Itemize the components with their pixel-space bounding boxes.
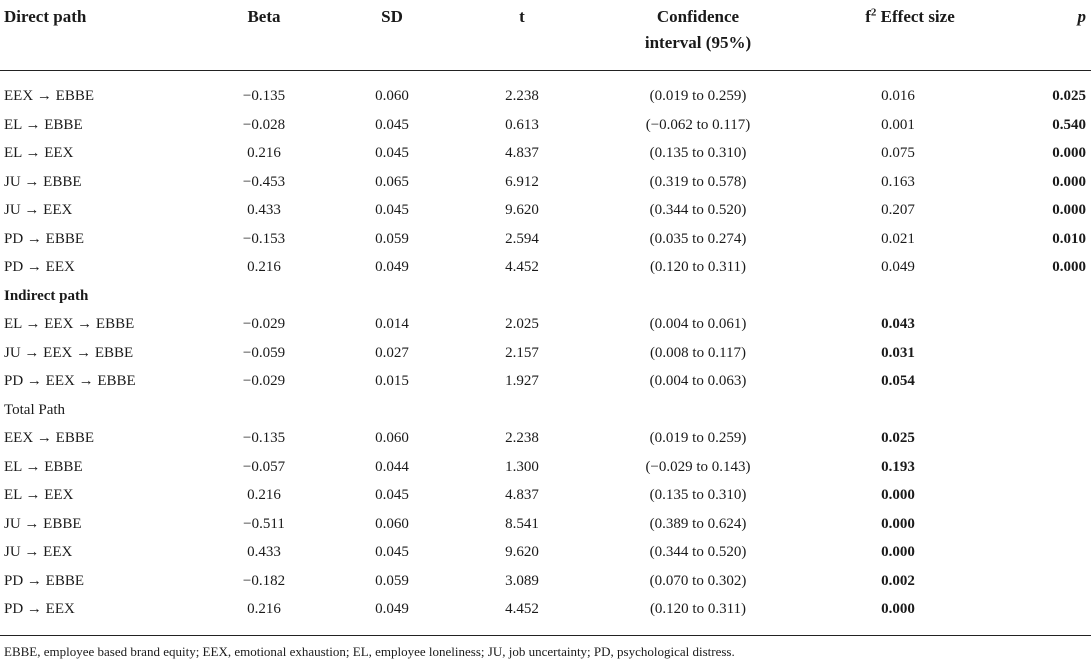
- cell-t: 4.837: [505, 145, 539, 161]
- cell-p: 0.000: [1052, 145, 1086, 161]
- cell-path: PD → EEX: [4, 601, 75, 617]
- cell-f2: 0.000: [881, 515, 915, 532]
- cell-sd: 0.049: [375, 601, 409, 617]
- cell-beta: 0.216: [247, 487, 281, 503]
- cell-f2: 0.000: [881, 487, 915, 503]
- section-header-row: [0, 396, 1091, 425]
- footnote: EBBE, employee based brand equity; EEX, emotional exhaustion; EL, employee loneliness; JU, job uncertainty; PD, psychological distress.: [4, 644, 735, 659]
- table-row: [0, 196, 1091, 225]
- cell-sd: 0.014: [375, 316, 409, 332]
- cell-f2: 0.025: [881, 430, 915, 446]
- table-row: [0, 481, 1091, 510]
- cell-sd: 0.059: [375, 230, 409, 247]
- cell-ci: (0.004 to 0.063): [649, 373, 747, 389]
- table-row: [0, 82, 1091, 111]
- cell-t: 9.620: [505, 544, 539, 560]
- cell-ci: (0.120 to 0.311): [649, 259, 747, 275]
- table-row: [0, 111, 1091, 140]
- cell-p: 0.010: [1052, 230, 1086, 247]
- cell-path: PD → EEX: [4, 259, 75, 275]
- cell-beta: −0.453: [242, 173, 286, 190]
- cell-sd: 0.059: [375, 572, 409, 589]
- section-label: Total Path: [4, 401, 66, 418]
- cell-f2: 0.193: [881, 458, 915, 475]
- cell-ci: (0.344 to 0.520): [649, 202, 747, 218]
- cell-path: JU → EEX: [4, 544, 73, 560]
- cell-sd: 0.045: [375, 202, 409, 218]
- cell-p: 0.000: [1052, 259, 1086, 275]
- table-header: [0, 0, 1091, 70]
- cell-path: EL → EEX: [4, 487, 74, 503]
- cell-ci: (0.135 to 0.310): [649, 487, 747, 503]
- table-row: [0, 139, 1091, 168]
- cell-t: 9.620: [505, 202, 539, 218]
- cell-t: 2.157: [505, 344, 539, 361]
- cell-f2: 0.207: [881, 202, 915, 218]
- cell-ci: (0.008 to 0.117): [649, 344, 747, 361]
- cell-f2: 0.054: [881, 373, 915, 389]
- cell-f2: 0.002: [881, 572, 915, 589]
- cell-f2: 0.043: [881, 316, 915, 332]
- cell-beta: −0.135: [242, 88, 286, 104]
- cell-beta: −0.028: [242, 116, 286, 133]
- cell-f2: 0.001: [881, 116, 915, 133]
- cell-path: EL → EEX: [4, 145, 74, 161]
- cell-path: JU → EBBE: [4, 173, 82, 190]
- table-row: [0, 510, 1091, 539]
- cell-path: EEX → EBBE: [4, 88, 94, 104]
- cell-path: JU → EBBE: [4, 515, 82, 532]
- header-ci-line1: Confidence: [656, 7, 740, 26]
- cell-ci: (0.319 to 0.578): [649, 173, 747, 190]
- cell-t: 2.238: [505, 430, 539, 446]
- cell-beta: −0.029: [242, 373, 286, 389]
- cell-beta: 0.216: [247, 145, 281, 161]
- cell-t: 2.238: [505, 88, 539, 104]
- bottom-rule: [0, 635, 1091, 636]
- table-row: [0, 424, 1091, 453]
- cell-beta: −0.059: [242, 344, 286, 361]
- cell-f2: 0.000: [881, 601, 915, 617]
- cell-p: 0.000: [1052, 202, 1086, 218]
- cell-ci: (0.019 to 0.259): [649, 430, 747, 446]
- cell-p: 0.540: [1052, 116, 1086, 133]
- cell-t: 8.541: [505, 515, 539, 532]
- cell-beta: 0.433: [247, 202, 281, 218]
- cell-sd: 0.027: [375, 344, 409, 361]
- cell-beta: −0.135: [242, 430, 286, 446]
- cell-sd: 0.060: [375, 430, 409, 446]
- table-row: [0, 310, 1091, 339]
- cell-beta: −0.057: [242, 458, 286, 475]
- cell-beta: −0.511: [243, 515, 285, 532]
- cell-t: 2.025: [505, 316, 539, 332]
- table-row: [0, 595, 1091, 624]
- cell-p: 0.000: [1052, 173, 1086, 190]
- header-beta: Beta: [247, 7, 281, 26]
- cell-p: 0.025: [1052, 88, 1086, 104]
- section-header-row: [0, 282, 1091, 311]
- cell-ci: (0.135 to 0.310): [649, 145, 747, 161]
- cell-f2: 0.049: [881, 259, 915, 275]
- header-f2: [840, 4, 980, 30]
- cell-f2: 0.075: [881, 145, 915, 161]
- cell-beta: 0.216: [247, 601, 281, 617]
- header-ci: [590, 4, 806, 56]
- cell-path: EL → EEX → EBBE: [4, 316, 135, 332]
- cell-beta: −0.153: [242, 230, 286, 247]
- cell-sd: 0.015: [375, 373, 409, 389]
- cell-beta: 0.433: [247, 544, 281, 560]
- cell-sd: 0.045: [375, 487, 409, 503]
- cell-f2: 0.000: [881, 544, 915, 560]
- cell-sd: 0.049: [375, 259, 409, 275]
- cell-path: PD → EBBE: [4, 572, 85, 589]
- section-label: Indirect path: [4, 287, 89, 304]
- cell-f2: 0.031: [881, 344, 915, 361]
- cell-sd: 0.060: [375, 515, 409, 532]
- header-f2-sup: 2: [870, 6, 877, 19]
- cell-sd: 0.060: [375, 88, 409, 104]
- cell-beta: −0.029: [242, 316, 286, 332]
- cell-path: JU → EEX: [4, 202, 73, 218]
- table-row: [0, 253, 1091, 282]
- cell-t: 6.912: [505, 173, 539, 190]
- cell-path: EEX → EBBE: [4, 430, 94, 446]
- cell-f2: 0.021: [881, 230, 915, 247]
- cell-f2: 0.163: [881, 173, 915, 190]
- header-ci-line2: interval (95%): [644, 33, 752, 52]
- cell-beta: −0.182: [242, 572, 286, 589]
- table-row: [0, 168, 1091, 197]
- cell-t: 1.927: [505, 373, 539, 389]
- header-f2-rest: Effect size: [876, 7, 955, 26]
- cell-path: PD → EEX → EBBE: [4, 373, 136, 389]
- cell-t: 0.613: [505, 116, 539, 133]
- cell-ci: (0.004 to 0.061): [649, 316, 747, 332]
- table-row: [0, 567, 1091, 596]
- cell-path: EL → EBBE: [4, 116, 83, 133]
- cell-ci: (−0.029 to 0.143): [645, 458, 751, 475]
- cell-ci: (0.120 to 0.311): [649, 601, 747, 617]
- cell-path: EL → EBBE: [4, 458, 83, 475]
- header-t: t: [519, 7, 525, 26]
- header-rule: [0, 70, 1091, 71]
- cell-path: PD → EBBE: [4, 230, 85, 247]
- table-row: [0, 339, 1091, 368]
- table-row: [0, 453, 1091, 482]
- table-row: [0, 538, 1091, 567]
- cell-ci: (0.070 to 0.302): [649, 572, 747, 589]
- cell-ci: (0.389 to 0.624): [649, 515, 747, 532]
- header-path: Direct path: [4, 7, 87, 26]
- cell-t: 1.300: [505, 458, 539, 475]
- table-row: [0, 367, 1091, 396]
- table-row: [0, 225, 1091, 254]
- cell-path: JU → EEX → EBBE: [4, 344, 134, 361]
- cell-ci: (−0.062 to 0.117): [645, 116, 751, 133]
- cell-t: 4.452: [505, 601, 539, 617]
- cell-ci: (0.019 to 0.259): [649, 88, 747, 104]
- header-f2-base: f: [865, 7, 871, 26]
- cell-sd: 0.045: [375, 145, 409, 161]
- cell-ci: (0.035 to 0.274): [649, 230, 747, 247]
- cell-sd: 0.045: [375, 116, 409, 133]
- cell-ci: (0.344 to 0.520): [649, 544, 747, 560]
- cell-t: 2.594: [505, 230, 539, 247]
- header-p: p: [1077, 7, 1086, 26]
- cell-sd: 0.045: [375, 544, 409, 560]
- cell-sd: 0.065: [375, 173, 409, 190]
- header-sd: SD: [381, 7, 403, 26]
- cell-t: 3.089: [505, 572, 539, 589]
- cell-t: 4.837: [505, 487, 539, 503]
- cell-sd: 0.044: [375, 458, 409, 475]
- cell-f2: 0.016: [881, 88, 915, 104]
- cell-t: 4.452: [505, 259, 539, 275]
- cell-beta: 0.216: [247, 259, 281, 275]
